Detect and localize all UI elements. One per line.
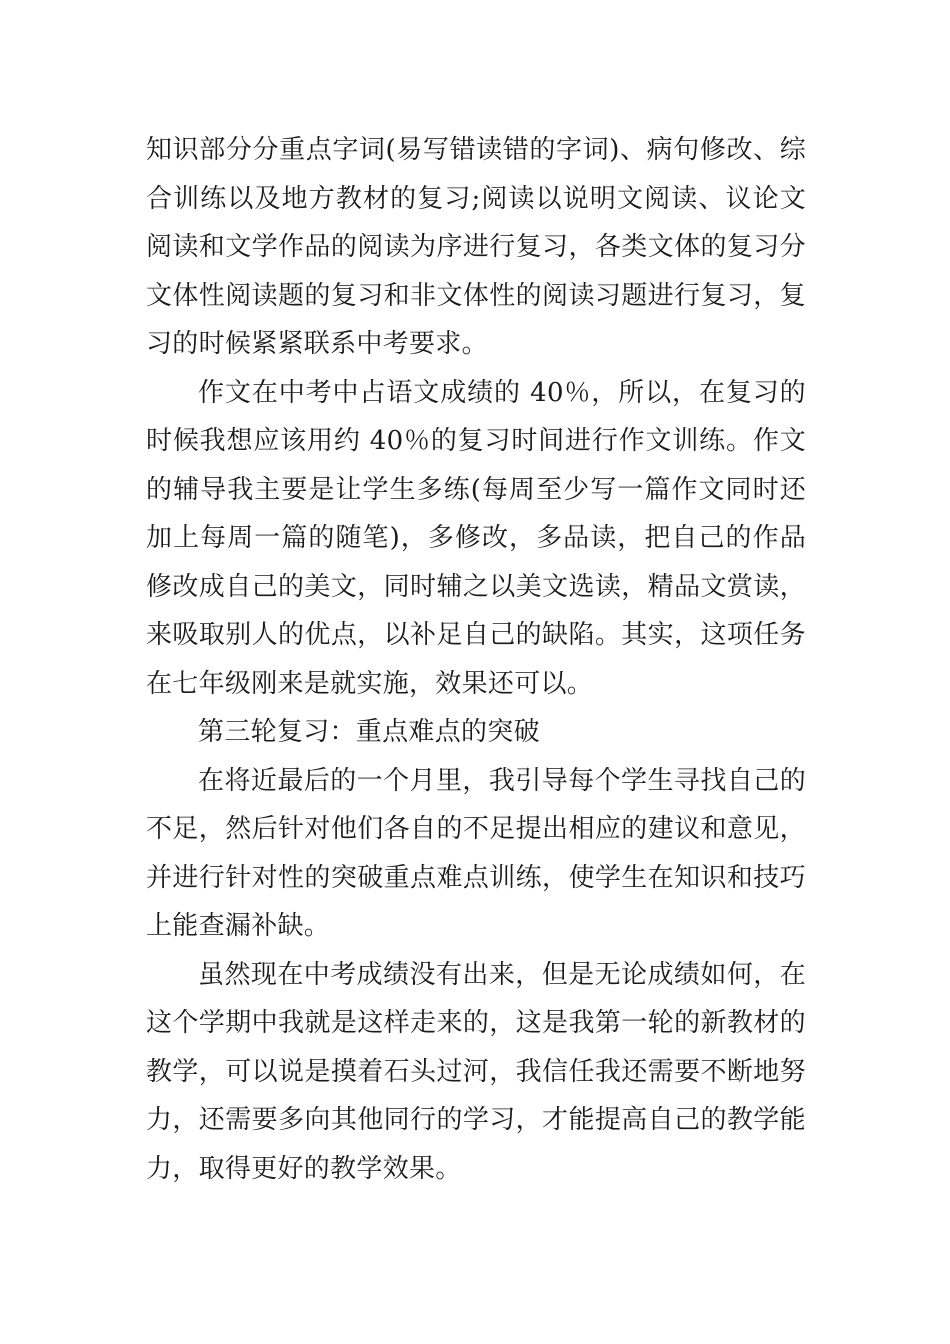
paragraph-composition: 作文在中考中占语文成绩的 40％，所以，在复习的时候我想应该用约 40％的复习时间进行作文训练。作文的辅导我主要是让学生多练(每周至少写一篇作文同时还加上每周一篇的随笔)，多修改，多品读，把自己的作品修改成自己的美文，同时辅之以美文选读，精品文赏读，来吸取别人的优点，以补足自己的缺陷。其实，这项任务在七年级刚来是就实施，效果还可以。 <box>146 377 806 699</box>
section-heading-third-round: 第三轮复习：重点难点的突破 <box>198 717 540 747</box>
paragraph-review-content: 知识部分分重点字词(易写错读错的字词)、病句修改、综合训练以及地方教材的复习;阅读以说明文阅读、议论文阅读和文学作品的阅读为序进行复习，各类文体的复习分文体性阅读题的复习和非文体性的阅读习题进行复习，复习的时候紧紧联系中考要求。 <box>146 135 806 359</box>
document-body <box>146 126 806 1193</box>
paragraph-final-month: 在将近最后的一个月里，我引导每个学生寻找自己的不足，然后针对他们各自的不足提出相应的建议和意见，并进行针对性的突破重点难点训练，使学生在知识和技巧上能查漏补缺。 <box>146 765 806 941</box>
paragraph-conclusion: 虽然现在中考成绩没有出来，但是无论成绩如何，在这个学期中我就是这样走来的，这是我第一轮的新教材的教学，可以说是摸着石头过河，我信任我还需要不断地努力，还需要多向其他同行的学习，才能提高自己的教学能力，取得更好的教学效果。 <box>146 959 806 1184</box>
